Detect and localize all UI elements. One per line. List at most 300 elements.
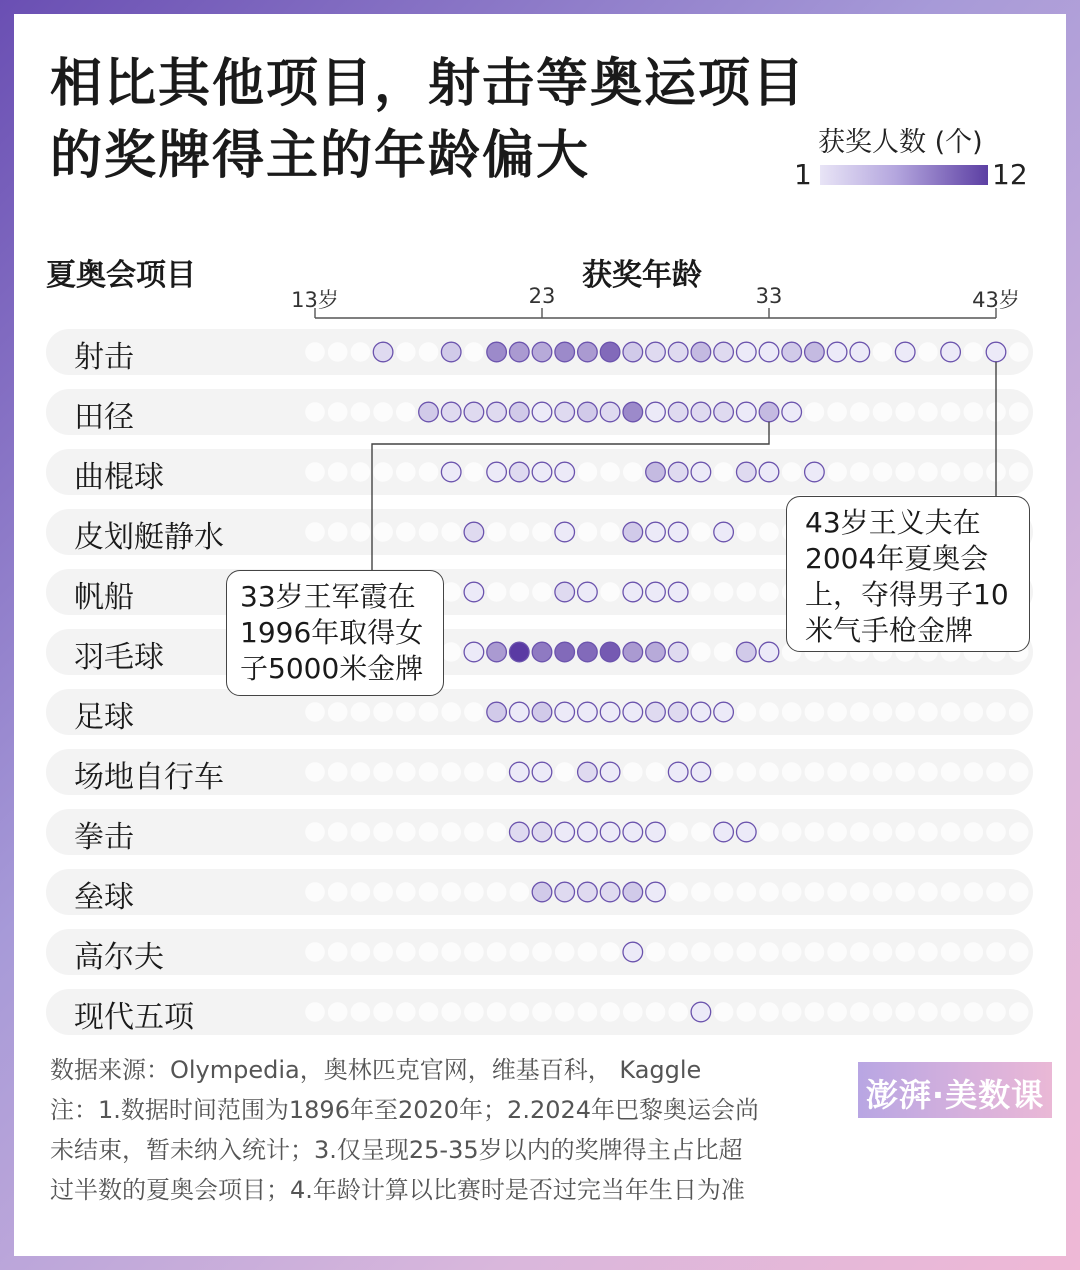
row-label: 足球 — [74, 700, 134, 735]
data-dot — [623, 942, 643, 962]
data-dot — [646, 702, 666, 722]
data-dot — [668, 642, 688, 662]
empty-dot — [351, 822, 371, 842]
data-dot — [600, 702, 620, 722]
data-dot — [555, 402, 575, 422]
empty-dot — [351, 402, 371, 422]
empty-dot — [850, 882, 870, 902]
empty-dot — [964, 702, 984, 722]
brand-logo — [858, 1062, 1052, 1118]
data-dot — [737, 462, 757, 482]
empty-dot — [873, 882, 893, 902]
empty-dot — [510, 942, 530, 962]
row-label: 羽毛球 — [74, 640, 164, 675]
empty-dot — [964, 822, 984, 842]
data-dot — [510, 822, 530, 842]
empty-dot — [1009, 702, 1029, 722]
data-dot — [646, 402, 666, 422]
data-dot — [714, 402, 734, 422]
data-dot — [668, 582, 688, 602]
empty-dot — [510, 522, 530, 542]
empty-dot — [464, 942, 484, 962]
empty-dot — [759, 582, 779, 602]
data-dot — [555, 582, 575, 602]
row-label: 田径 — [74, 400, 134, 435]
data-dot — [668, 462, 688, 482]
data-dot — [555, 702, 575, 722]
footnote-line: 未结束，暂未纳入统计；3.仅呈现25-35岁以内的奖牌得主占比超 — [50, 1136, 743, 1164]
empty-dot — [396, 1002, 416, 1022]
data-dot — [623, 582, 643, 602]
empty-dot — [827, 882, 847, 902]
empty-dot — [396, 822, 416, 842]
empty-dot — [1009, 822, 1029, 842]
empty-dot — [714, 882, 734, 902]
empty-dot — [646, 942, 666, 962]
data-dot — [646, 582, 666, 602]
empty-dot — [873, 342, 893, 362]
empty-dot — [419, 522, 439, 542]
empty-dot — [782, 822, 802, 842]
empty-dot — [396, 702, 416, 722]
empty-dot — [737, 702, 757, 722]
empty-dot — [895, 822, 915, 842]
empty-dot — [510, 1002, 530, 1022]
empty-dot — [646, 1002, 666, 1022]
empty-dot — [827, 462, 847, 482]
data-dot — [532, 642, 552, 662]
empty-dot — [805, 702, 825, 722]
empty-dot — [373, 402, 393, 422]
empty-dot — [986, 702, 1006, 722]
empty-dot — [691, 582, 711, 602]
empty-dot — [487, 942, 507, 962]
empty-dot — [396, 402, 416, 422]
empty-dot — [759, 822, 779, 842]
empty-dot — [396, 762, 416, 782]
empty-dot — [510, 582, 530, 602]
empty-dot — [373, 702, 393, 722]
row-label: 射击 — [74, 340, 134, 375]
empty-dot — [964, 762, 984, 782]
data-dot — [782, 342, 802, 362]
empty-dot — [986, 1002, 1006, 1022]
empty-dot — [487, 1002, 507, 1022]
empty-dot — [714, 762, 734, 782]
empty-dot — [964, 1002, 984, 1022]
empty-dot — [373, 522, 393, 542]
empty-dot — [691, 822, 711, 842]
empty-dot — [532, 522, 552, 542]
empty-dot — [464, 882, 484, 902]
data-dot — [532, 462, 552, 482]
empty-dot — [714, 642, 734, 662]
data-dot — [600, 342, 620, 362]
empty-dot — [328, 942, 348, 962]
empty-dot — [578, 942, 598, 962]
empty-dot — [805, 942, 825, 962]
empty-dot — [895, 1002, 915, 1022]
data-dot — [487, 642, 507, 662]
empty-dot — [827, 702, 847, 722]
data-dot — [555, 342, 575, 362]
data-dot — [714, 522, 734, 542]
data-dot — [737, 342, 757, 362]
empty-dot — [419, 702, 439, 722]
empty-dot — [600, 942, 620, 962]
data-dot — [714, 822, 734, 842]
notes — [50, 1050, 759, 1210]
data-dot — [578, 822, 598, 842]
empty-dot — [487, 882, 507, 902]
empty-dot — [396, 942, 416, 962]
data-dot — [691, 402, 711, 422]
empty-dot — [691, 522, 711, 542]
data-dot — [623, 522, 643, 542]
data-dot — [510, 402, 530, 422]
empty-dot — [737, 942, 757, 962]
data-dot — [759, 642, 779, 662]
empty-dot — [805, 1002, 825, 1022]
empty-dot — [305, 402, 325, 422]
data-dot — [668, 342, 688, 362]
data-dot — [646, 642, 666, 662]
footnote-line: 注：1.数据时间范围为1896年至2020年；2.2024年巴黎奥运会尚 — [50, 1096, 760, 1124]
empty-dot — [555, 1002, 575, 1022]
empty-dot — [941, 882, 961, 902]
empty-dot — [464, 462, 484, 482]
empty-dot — [918, 882, 938, 902]
empty-dot — [918, 702, 938, 722]
data-dot — [487, 342, 507, 362]
data-dot — [623, 402, 643, 422]
empty-dot — [714, 1002, 734, 1022]
annotation-line: 1996年取得女 — [240, 616, 424, 649]
empty-dot — [578, 462, 598, 482]
empty-dot — [805, 762, 825, 782]
data-dot — [510, 462, 530, 482]
annotation-line: 子5000米金牌 — [240, 652, 424, 685]
empty-dot — [1009, 882, 1029, 902]
empty-dot — [850, 942, 870, 962]
empty-dot — [827, 762, 847, 782]
empty-dot — [532, 582, 552, 602]
empty-dot — [850, 702, 870, 722]
empty-dot — [464, 702, 484, 722]
empty-dot — [351, 342, 371, 362]
row-label: 拳击 — [74, 820, 134, 855]
data-dot — [555, 462, 575, 482]
empty-dot — [737, 582, 757, 602]
empty-dot — [396, 462, 416, 482]
data-dot — [578, 342, 598, 362]
empty-dot — [1009, 1002, 1029, 1022]
empty-dot — [850, 822, 870, 842]
empty-dot — [964, 882, 984, 902]
data-dot — [532, 762, 552, 782]
empty-dot — [600, 462, 620, 482]
empty-dot — [941, 402, 961, 422]
row-label: 现代五项 — [74, 1000, 194, 1035]
empty-dot — [419, 462, 439, 482]
empty-dot — [941, 1002, 961, 1022]
empty-dot — [873, 462, 893, 482]
x-tick-label: 23 — [528, 284, 556, 308]
data-dot — [532, 342, 552, 362]
empty-dot — [441, 642, 461, 662]
empty-dot — [895, 702, 915, 722]
data-dot — [941, 342, 961, 362]
empty-dot — [487, 582, 507, 602]
empty-dot — [895, 462, 915, 482]
data-dot — [646, 342, 666, 362]
empty-dot — [373, 462, 393, 482]
data-dot — [714, 342, 734, 362]
empty-dot — [850, 1002, 870, 1022]
empty-dot — [873, 762, 893, 782]
empty-dot — [850, 762, 870, 782]
empty-dot — [419, 942, 439, 962]
data-dot — [714, 702, 734, 722]
empty-dot — [759, 702, 779, 722]
data-dot — [600, 882, 620, 902]
empty-dot — [441, 582, 461, 602]
data-dot — [441, 342, 461, 362]
empty-dot — [691, 642, 711, 662]
data-dot — [737, 402, 757, 422]
data-dot — [555, 822, 575, 842]
annotation-wang-yifu — [786, 496, 1030, 652]
empty-dot — [373, 882, 393, 902]
empty-dot — [419, 822, 439, 842]
data-dot — [646, 822, 666, 842]
empty-dot — [487, 762, 507, 782]
empty-dot — [532, 1002, 552, 1022]
empty-dot — [782, 702, 802, 722]
empty-dot — [373, 762, 393, 782]
empty-dot — [305, 462, 325, 482]
data-dot — [691, 1002, 711, 1022]
empty-dot — [1009, 462, 1029, 482]
legend-label: 获奖人数 (个) — [818, 127, 983, 158]
empty-dot — [895, 942, 915, 962]
data-dot — [986, 342, 1006, 362]
empty-dot — [759, 942, 779, 962]
data-dot — [623, 822, 643, 842]
data-dot — [464, 642, 484, 662]
empty-dot — [873, 1002, 893, 1022]
empty-dot — [328, 882, 348, 902]
empty-dot — [668, 942, 688, 962]
data-dot — [668, 522, 688, 542]
annotation-line: 33岁王军霞在 — [240, 580, 416, 613]
title-line-2: 的奖牌得主的年龄偏大 — [50, 126, 591, 186]
empty-dot — [918, 942, 938, 962]
empty-dot — [759, 522, 779, 542]
data-dot — [691, 462, 711, 482]
empty-dot — [441, 942, 461, 962]
empty-dot — [373, 1002, 393, 1022]
data-dot — [555, 882, 575, 902]
empty-dot — [373, 942, 393, 962]
empty-dot — [600, 582, 620, 602]
data-dot — [555, 522, 575, 542]
data-dot — [600, 822, 620, 842]
empty-dot — [532, 942, 552, 962]
empty-dot — [555, 762, 575, 782]
data-dot — [464, 402, 484, 422]
empty-dot — [396, 882, 416, 902]
data-dot — [578, 882, 598, 902]
empty-dot — [351, 882, 371, 902]
row-label: 曲棍球 — [74, 460, 164, 495]
data-dot — [691, 762, 711, 782]
data-dot — [510, 342, 530, 362]
data-dot — [668, 702, 688, 722]
row-header: 夏奥会项目 — [46, 258, 196, 293]
empty-dot — [941, 822, 961, 842]
empty-dot — [941, 462, 961, 482]
empty-dot — [419, 882, 439, 902]
data-dot — [668, 402, 688, 422]
empty-dot — [986, 882, 1006, 902]
empty-dot — [668, 882, 688, 902]
data-dot — [737, 642, 757, 662]
empty-dot — [1009, 942, 1029, 962]
data-dot — [578, 762, 598, 782]
empty-dot — [805, 822, 825, 842]
empty-dot — [1009, 342, 1029, 362]
empty-dot — [986, 942, 1006, 962]
data-dot — [759, 402, 779, 422]
empty-dot — [827, 402, 847, 422]
empty-dot — [941, 942, 961, 962]
empty-dot — [441, 702, 461, 722]
row-label: 帆船 — [74, 580, 134, 615]
empty-dot — [487, 522, 507, 542]
empty-dot — [737, 882, 757, 902]
data-dot — [441, 462, 461, 482]
source-note: 数据来源：Olympedia，奥林匹克官网，维基百科， Kaggle — [50, 1056, 702, 1084]
data-dot — [827, 342, 847, 362]
annotation-line: 米气手枪金牌 — [805, 614, 974, 647]
data-dot — [578, 642, 598, 662]
data-dot — [623, 702, 643, 722]
empty-dot — [351, 462, 371, 482]
data-dot — [532, 402, 552, 422]
empty-dot — [873, 402, 893, 422]
data-dot — [805, 462, 825, 482]
empty-dot — [714, 582, 734, 602]
empty-dot — [623, 1002, 643, 1022]
x-tick-label: 13岁 — [291, 288, 339, 312]
legend-max: 12 — [992, 158, 1028, 191]
empty-dot — [328, 402, 348, 422]
data-dot — [805, 342, 825, 362]
empty-dot — [464, 822, 484, 842]
empty-dot — [441, 882, 461, 902]
empty-dot — [782, 462, 802, 482]
empty-dot — [895, 762, 915, 782]
data-dot — [510, 702, 530, 722]
data-dot — [759, 462, 779, 482]
empty-dot — [850, 462, 870, 482]
empty-dot — [918, 822, 938, 842]
empty-dot — [918, 342, 938, 362]
empty-dot — [441, 762, 461, 782]
empty-dot — [986, 822, 1006, 842]
data-dot — [532, 822, 552, 842]
data-dot — [464, 582, 484, 602]
empty-dot — [328, 822, 348, 842]
empty-dot — [964, 402, 984, 422]
empty-dot — [759, 882, 779, 902]
empty-dot — [305, 702, 325, 722]
empty-dot — [782, 1002, 802, 1022]
empty-dot — [737, 762, 757, 782]
data-dot — [532, 882, 552, 902]
data-dot — [487, 402, 507, 422]
empty-dot — [668, 822, 688, 842]
x-tick-label: 43岁 — [972, 288, 1020, 312]
empty-dot — [759, 762, 779, 782]
empty-dot — [328, 342, 348, 362]
data-dot — [578, 402, 598, 422]
data-dot — [487, 462, 507, 482]
data-dot — [555, 642, 575, 662]
empty-dot — [351, 702, 371, 722]
data-dot — [419, 402, 439, 422]
empty-dot — [691, 882, 711, 902]
empty-dot — [441, 1002, 461, 1022]
empty-dot — [827, 1002, 847, 1022]
empty-dot — [351, 1002, 371, 1022]
empty-dot — [328, 522, 348, 542]
empty-dot — [850, 402, 870, 422]
data-dot — [895, 342, 915, 362]
empty-dot — [305, 1002, 325, 1022]
empty-dot — [419, 342, 439, 362]
empty-dot — [782, 942, 802, 962]
empty-dot — [873, 822, 893, 842]
empty-dot — [895, 402, 915, 422]
title-line-1: 相比其他项目，射击等奥运项目 — [50, 54, 807, 114]
empty-dot — [1009, 762, 1029, 782]
data-dot — [373, 342, 393, 362]
data-dot — [782, 402, 802, 422]
empty-dot — [373, 822, 393, 842]
empty-dot — [600, 522, 620, 542]
empty-dot — [805, 402, 825, 422]
empty-dot — [487, 822, 507, 842]
empty-dot — [668, 1002, 688, 1022]
empty-dot — [805, 882, 825, 902]
empty-dot — [623, 762, 643, 782]
data-dot — [600, 402, 620, 422]
empty-dot — [464, 762, 484, 782]
data-dot — [668, 762, 688, 782]
annotation-wang-junxia — [226, 570, 444, 696]
data-dot — [464, 522, 484, 542]
empty-dot — [737, 1002, 757, 1022]
data-dot — [510, 642, 530, 662]
empty-dot — [827, 822, 847, 842]
empty-dot — [964, 462, 984, 482]
empty-dot — [555, 942, 575, 962]
row-label: 高尔夫 — [74, 940, 164, 975]
data-dot — [487, 702, 507, 722]
empty-dot — [441, 822, 461, 842]
